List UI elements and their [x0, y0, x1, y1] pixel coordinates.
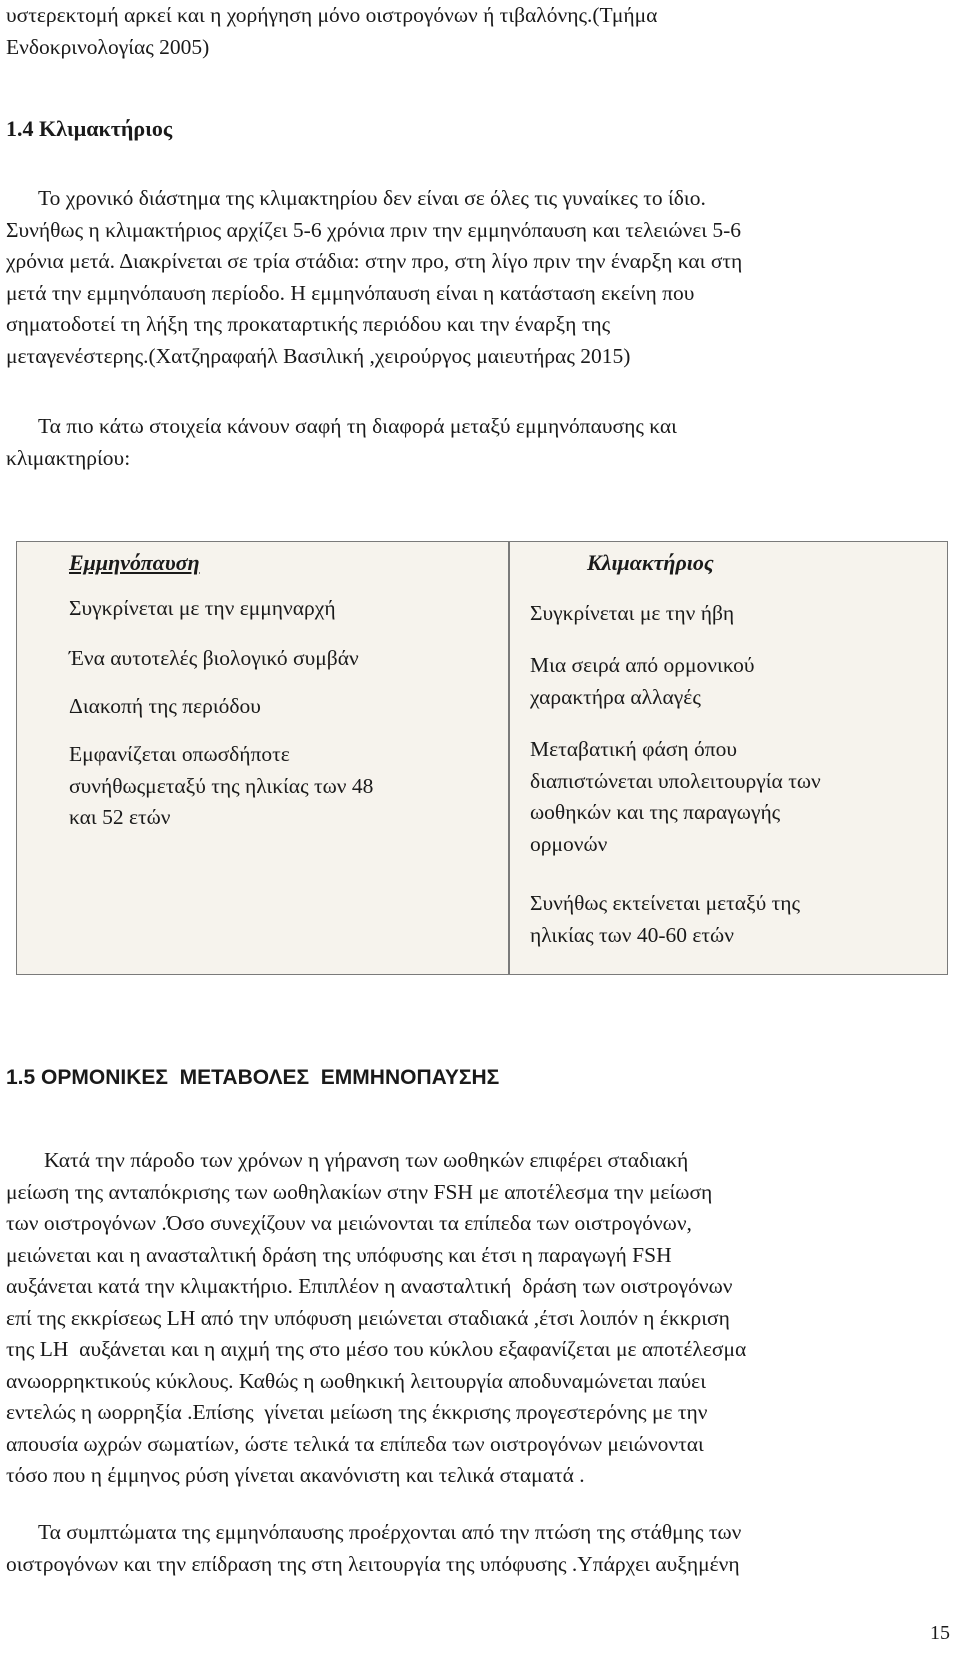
table-cell-right-4: Συνήθως εκτείνεται μεταξύ της ηλικίας των 40-60 ετών: [530, 891, 801, 947]
section-1-5-paragraph-1: Κατά την πάροδο των χρόνων η γήρανση των ωοθηκών επιφέρει σταδιακή μείωση της ανταπόκρισης των ωοθηλακίων στην FSH με αποτέλεσμα την μείωση των οιστρογόνων .Όσο συνεχίζουν να μειώνονται τα επίπεδα των οιστρογόνων, μειώνεται και η ανασταλτική δράση της υπόφυσης και έτσι η παραγωγή FSH αυξάνεται κατά την κλιμακτήριο. Επιπλέον η ανασταλτική δράση των οιστρογόνων επί της εκκρίσεως LH από την υπόφυση μειώνεται σταδιακά ,έτσι λοιπόν η έκκριση της LH αυξάνεται και η αιχμή της στο μέσο του κύκλου εξαφανίζεται με αποτέλεσμα ανωορρηκτικούς κύκλους. Καθώς η ωοθηκική λειτουργία αποδυναμώνεται παύει εντελώς η ωορρηξία .Επίσης γίνεται μείωση της έκκρισης προγεστερόνης με την απουσία ωχρών σωματίων, ώστε τελικά τα επίπεδα των οιστρογόνων μειώνονται τόσο που η έμμηνος ρύση γίνεται ακανόνιστη και τελικά σταματά .: [6, 1148, 747, 1487]
page-number: 15: [930, 1622, 950, 1644]
table-cell-left-2: Ένα αυτοτελές βιολογικό συμβάν: [69, 646, 359, 670]
table-header-climacteric: Κλιμακτήριος: [587, 550, 714, 575]
section-1-4-paragraph-1: Το χρονικό διάστημα της κλιμακτηρίου δεν είναι σε όλες τις γυναίκες το ίδιο. Συνήθως η κλιμακτήριος αρχίζει 5-6 χρόνια πριν την εμμηνόπαυση και τελειώνει 5-6 χρόνια μετά. Διακρίνεται σε τρία στάδια: στην προ, στη λίγο πριν την έναρξη και στη μετά την εμμηνόπαυση περίοδο. Η εμμηνόπαυση είναι η κατάσταση εκείνη που σηματοδοτεί τη λήξη της προκαταρτικής περιόδου και την έναρξη της μεταγενέστερης.(Χατζηραφαήλ Βασιλική ,χειρούργος μαιευτήρας 2015): [6, 186, 743, 368]
table-cell-left-3: Διακοπή της περιόδου: [69, 694, 261, 718]
intro-continuation-paragraph: υστερεκτομή αρκεί και η χορήγηση μόνο οιστρογόνων ή τιβαλόνης.(Τμήμα Ενδοκρινολογίας 2005): [6, 3, 658, 59]
comparison-table: [16, 541, 948, 975]
table-cell-right-2: Μια σειρά από ορμονικού χαρακτήρα αλλαγές: [530, 653, 755, 709]
section-1-5-paragraph-2: Τα συμπτώματα της εμμηνόπαυσης προέρχονται από την πτώση της στάθμης των οιστρογόνων και την επίδραση της στη λειτουργία της υπόφυσης .Υπάρχει αυξημένη: [6, 1520, 742, 1576]
table-cell-left-4: Εμφανίζεται οπωσδήποτε συνήθωςμεταξύ της ηλικίας των 48 και 52 ετών: [69, 742, 374, 829]
table-header-menopause: Εμμηνόπαυση: [69, 550, 200, 575]
section-1-4-paragraph-2: Τα πιο κάτω στοιχεία κάνουν σαφή τη διαφορά μεταξύ εμμηνόπαυσης και κλιμακτηρίου:: [6, 414, 677, 470]
table-column-divider: [508, 542, 510, 974]
section-1-5-heading: 1.5 ΟΡΜΟΝΙΚΕΣ ΜΕΤΑΒΟΛΕΣ ΕΜΜΗΝΟΠΑΥΣΗΣ: [6, 1066, 500, 1089]
table-cell-right-3: Μεταβατική φάση όπου διαπιστώνεται υπολειτουργία των ωοθηκών και της παραγωγής ορμονών: [530, 737, 821, 856]
section-1-4-heading: 1.4 Κλιμακτήριος: [6, 116, 173, 141]
table-cell-left-1: Συγκρίνεται με την εμμηναρχή: [69, 596, 336, 620]
table-cell-right-1: Συγκρίνεται με την ήβη: [530, 601, 735, 625]
